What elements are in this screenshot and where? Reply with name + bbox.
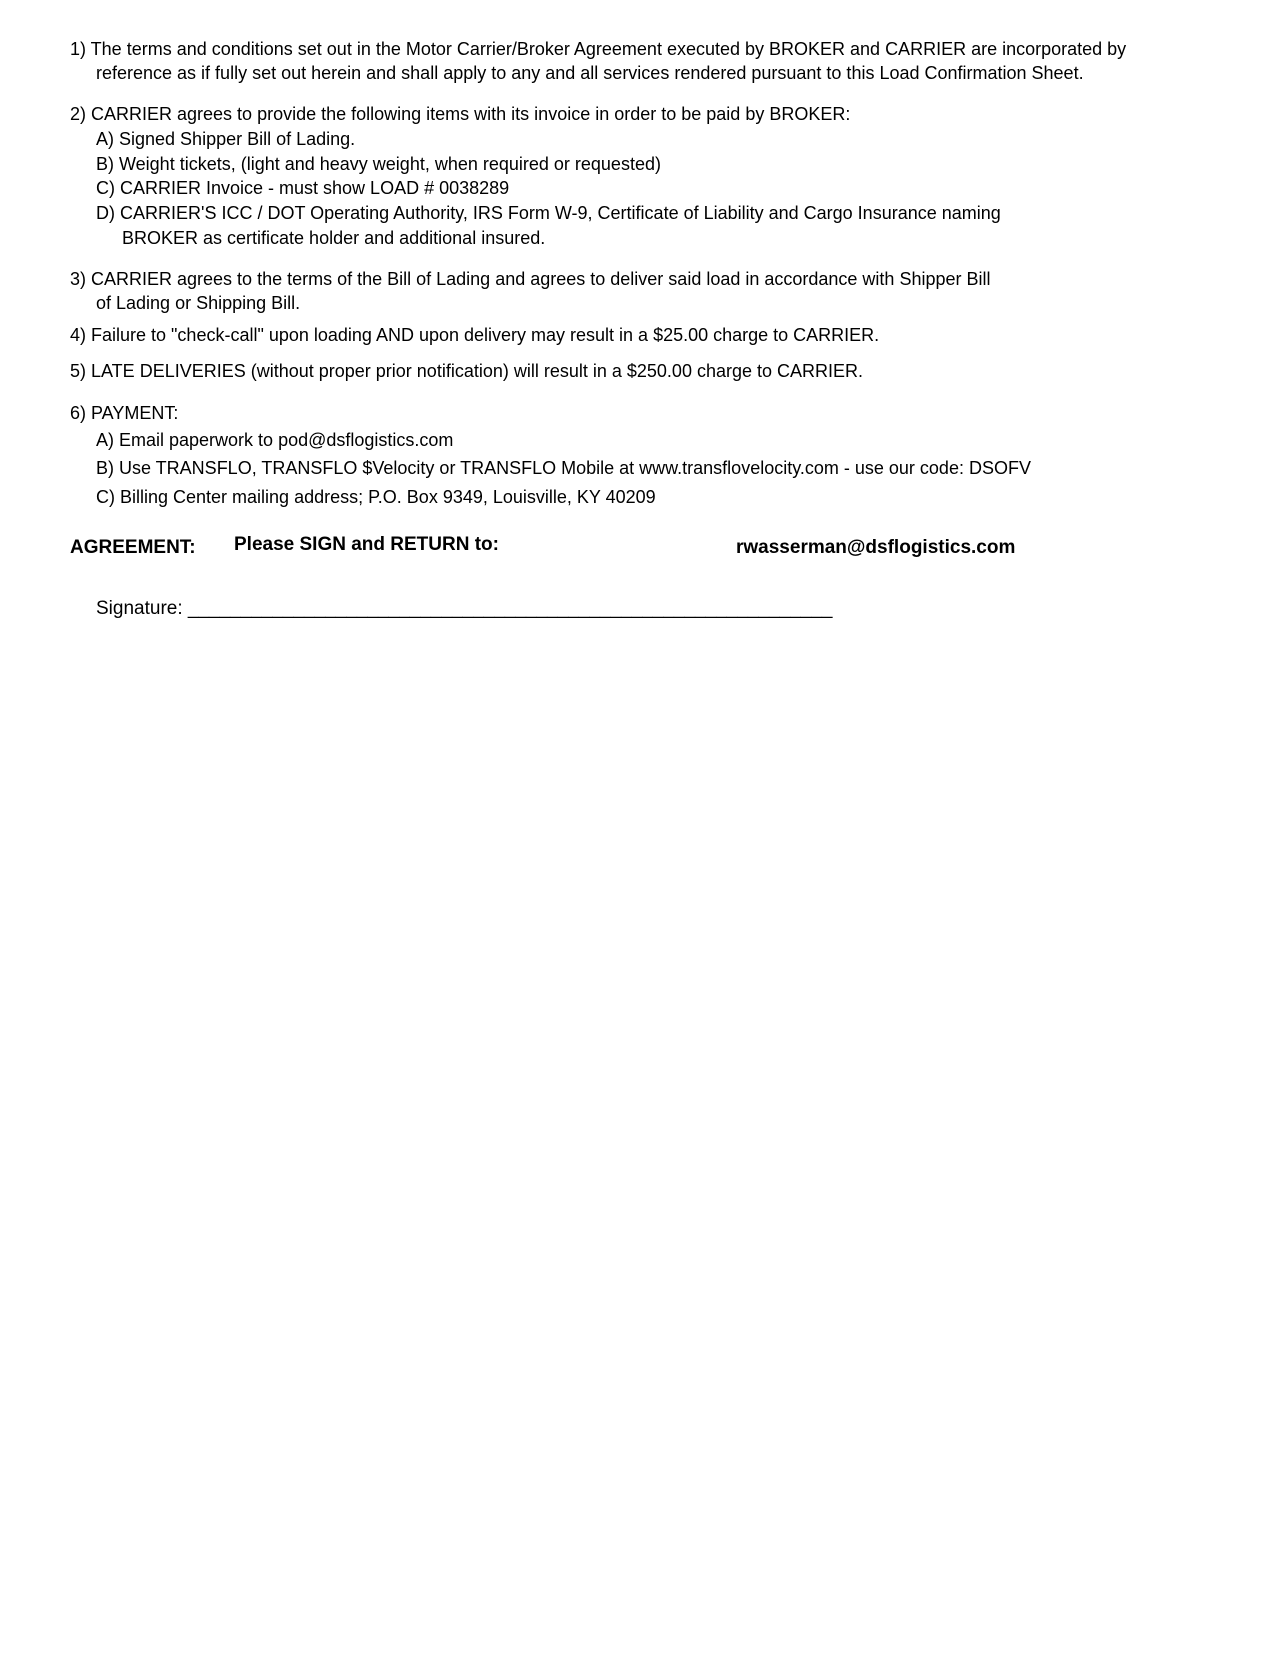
term-2-intro: 2) CARRIER agrees to provide the following items with its invoice in order to be paid by BROKER: <box>70 104 851 124</box>
term-2-item-c: C) CARRIER Invoice - must show LOAD # 0038289 <box>96 178 510 198</box>
term-2-item-d-line-2: BROKER as certificate holder and additional insured. <box>122 228 546 248</box>
term-6-item-b: B) Use TRANSFLO, TRANSFLO $Velocity or TRANSFLO Mobile at www.transflovelocity.com - use our code: DSOFV <box>96 458 1031 478</box>
term-1-line-2: reference as if fully set out herein and shall apply to any and all services rendered pursuant to this Load Confirmation Sheet. <box>96 63 1084 83</box>
term-5: 5) LATE DELIVERIES (without proper prior notification) will result in a $250.00 charge to CARRIER. <box>70 361 864 381</box>
term-1-line-1: 1) The terms and conditions set out in the Motor Carrier/Broker Agreement executed by BROKER and CARRIER are incorporated by <box>70 39 1127 59</box>
agreement-return-email: rwasserman@dsflogistics.com <box>736 537 1016 558</box>
agreement-label: AGREEMENT: <box>70 537 196 558</box>
term-2-item-b: B) Weight tickets, (light and heavy weight, when required or requested) <box>96 154 661 174</box>
term-6-item-c: C) Billing Center mailing address; P.O. Box 9349, Louisville, KY 40209 <box>96 487 656 507</box>
term-3-line-2: of Lading or Shipping Bill. <box>96 293 301 313</box>
term-6-intro: 6) PAYMENT: <box>70 403 179 423</box>
term-2-item-a: A) Signed Shipper Bill of Lading. <box>96 129 356 149</box>
signature-line: Signature: _____________________________________________________________ <box>96 598 833 619</box>
term-4: 4) Failure to "check-call" upon loading AND upon delivery may result in a $25.00 charge to CARRIER. <box>70 325 880 345</box>
term-2-item-d-line-1: D) CARRIER'S ICC / DOT Operating Authority, IRS Form W-9, Certificate of Liability and Cargo Insurance naming <box>96 203 1001 223</box>
agreement-instruction: Please SIGN and RETURN to: <box>234 534 499 555</box>
term-3-line-1: 3) CARRIER agrees to the terms of the Bill of Lading and agrees to deliver said load in accordance with Shipper Bill <box>70 269 991 289</box>
term-6-item-a: A) Email paperwork to pod@dsflogistics.com <box>96 430 454 450</box>
